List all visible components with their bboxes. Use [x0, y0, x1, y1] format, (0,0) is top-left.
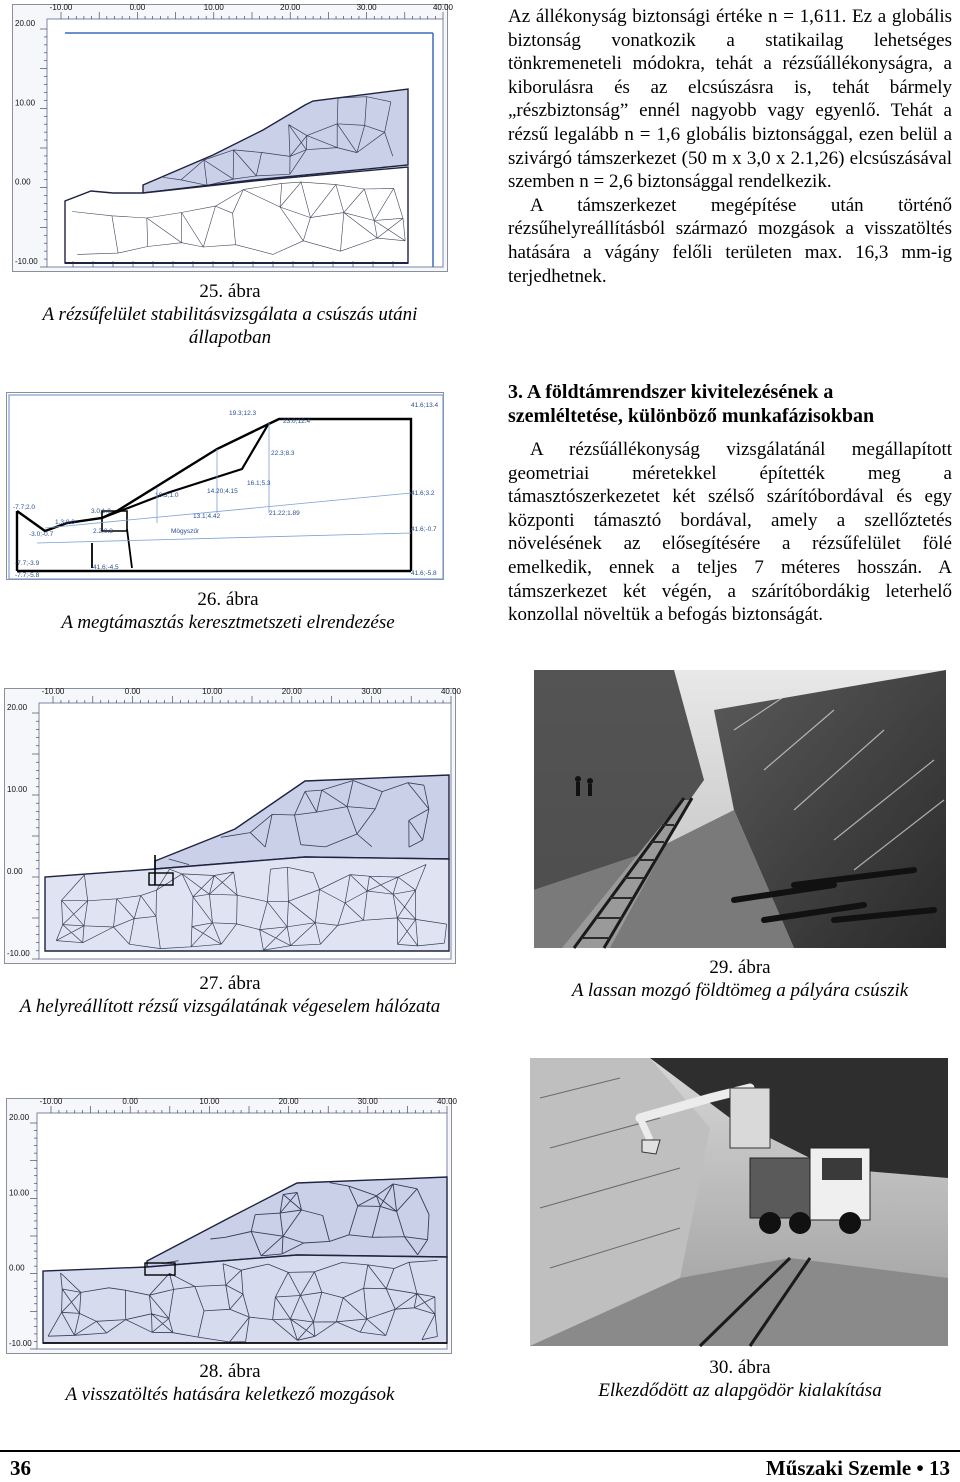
figure-28-caption	[0, 1360, 460, 1406]
figure-30-caption	[520, 1356, 960, 1402]
figure-26-title: A megtámasztás keresztmetszeti elrendezése	[61, 612, 395, 633]
section-heading: 3. A földtámrendszer kivitelezésének a szemléltetése, különböző munkafázisokban	[508, 381, 875, 427]
axis-tick-label: 0.00	[122, 1097, 138, 1106]
figure-26-number: 26. ábra	[197, 589, 259, 610]
dimension-label: -7.7;2.0	[13, 504, 36, 511]
support-cross-section	[9, 395, 443, 579]
axis-tick-label: 0.00	[9, 1263, 25, 1273]
page-number: 36	[10, 1456, 31, 1480]
dimension-label: 41.6;-0.7	[411, 526, 437, 533]
axis-tick-label: 20.00	[15, 19, 36, 28]
dimension-label: 19.3;12.3	[229, 410, 257, 417]
figure-27-caption	[0, 972, 460, 1018]
dimension-label: 23.0;12.4	[283, 418, 311, 425]
axis-tick-label: 30.00	[357, 1097, 378, 1106]
dimension-label: Mögyszűr	[171, 528, 200, 535]
axis-tick-label: 0.00	[15, 177, 31, 187]
axis-tick-label: 40.00	[436, 1097, 458, 1106]
axis-tick-label: -10.00	[41, 687, 65, 696]
paragraph-3: A rézsűállékonyság vizsgálatánál megállapított geometriai méretekkel építették meg a támasztószerkezetet két szélső szárítóbordával és egy központi támasztó bordával, amely a szellőztetés növelésének az elősegítésére a rézsűfelület fölé emelkedik, ennek a teljes 7 méteres hosszán. A támszerkezet két végén, a szárítóbordákig leterhelő konzollal növeltük a befogás biztonságát.	[508, 439, 952, 626]
axis-tick-label: 30.00	[361, 687, 382, 696]
paragraph-2: A támszerkezet megépítése után történő rézsűhelyreállításból származó mozgások a visszatöltés hatására a vágány felőli területen max. 16,3 mm-ig terjedhetnek.	[508, 194, 952, 287]
figure-27-number: 27. ábra	[199, 973, 261, 994]
dimension-label: 21.22;1.89	[269, 510, 300, 517]
body-text-section3	[508, 438, 952, 627]
axis-tick-label: 10.00	[9, 1188, 30, 1198]
dimension-label: 41.6;-5.8	[411, 570, 437, 577]
dimension-label: 2.2;0.8	[93, 528, 113, 535]
figure-25-caption	[0, 280, 460, 349]
figure-29-caption	[520, 956, 960, 1002]
dimension-label: 3.0;1.0	[91, 508, 111, 515]
axis-tick-label: -10.00	[49, 3, 73, 12]
axis-tick-label: 20.00	[280, 3, 301, 12]
axis-tick-label: 10.00	[202, 687, 223, 696]
dimension-label: 41.6;13.4	[411, 402, 439, 409]
axis-tick-label: 20.00	[281, 687, 302, 696]
dimension-label: 41.6;3.2	[411, 490, 435, 497]
dimension-label: -3.0;-0.7	[29, 531, 54, 538]
axis-tick-label: 20.00	[9, 1113, 30, 1122]
figure-25-number: 25. ábra	[199, 281, 261, 302]
fem-mesh-plot	[5, 687, 462, 965]
dimension-label: 14.20;4.15	[207, 488, 238, 495]
axis-tick-label: 10.00	[15, 98, 36, 108]
dimension-label: 10.3;1.0	[155, 492, 179, 499]
axis-tick-label: 40.00	[440, 687, 462, 696]
dimension-label: 41.6;-4.5	[93, 564, 119, 571]
figure-29-photo	[534, 670, 946, 948]
axis-tick-label: 0.00	[124, 687, 141, 696]
dimension-label: 16.1;5.3	[247, 480, 271, 487]
axis-tick-label: -10.00	[39, 1097, 63, 1106]
figure-30-number: 30. ábra	[709, 1357, 771, 1378]
dimension-label: 22.3;8.3	[271, 450, 295, 457]
fem-stability-plot	[13, 3, 454, 273]
axis-tick-label: 0.00	[7, 867, 23, 876]
figure-25-title: A rézsűfelület stabilitásvizsgálata a csúszás utáni állapotban	[42, 304, 418, 348]
excavation-photo	[530, 1058, 948, 1346]
figure-27-image	[4, 687, 462, 964]
axis-tick-label: 30.00	[356, 3, 377, 12]
figure-27-title: A helyreállított rézsű vizsgálatának végeselem hálózata	[19, 996, 441, 1017]
axis-tick-label: 20.00	[7, 703, 28, 712]
axis-tick-label: -10.00	[15, 257, 38, 266]
figure-26-image	[6, 392, 444, 580]
axis-tick-label: 10.00	[203, 3, 224, 12]
body-text-top	[508, 5, 952, 288]
dimension-label: 13.1;4.42	[193, 513, 221, 520]
dimension-label: 1.3;0.0	[55, 519, 75, 526]
axis-tick-label: 0.00	[129, 3, 146, 12]
figure-28-image	[6, 1097, 458, 1354]
figure-28-title: A visszatöltés hatására keletkező mozgások	[65, 1384, 395, 1405]
figure-28-number: 28. ábra	[199, 1361, 261, 1382]
mesh-region	[43, 1255, 447, 1343]
dimension-label: -7.7;-5.8	[15, 572, 40, 579]
dimension-label: -7.7;-3.9	[15, 560, 40, 567]
axis-tick-label: 20.00	[278, 1097, 299, 1106]
journal-name: Műszaki Szemle • 13	[765, 1456, 950, 1480]
cross-section-diagram	[7, 393, 445, 581]
axis-tick-label: 10.00	[199, 1097, 220, 1106]
axis-tick-label: 40.00	[432, 3, 454, 12]
figure-25-image	[12, 3, 454, 272]
figure-29-title: A lassan mozgó földtömeg a pályára csúszik	[571, 980, 909, 1001]
figure-26-caption	[0, 588, 456, 634]
paragraph-1: Az állékonyság biztonsági értéke n = 1,611. Ez a globális biztonság vonatkozik a statikailag lehetséges tönkremeneteli módokra, tehát a rézsűállékonyságra, a kiborulásra és az elcsúszásra is, tehát bármely „részbiztonság” ennél nagyobb vagy egyenlő. Tehát a rézsű legalább n = 1,6 globális biztonsággal, ezen belül a szivárgó támszerkezet (50 m x 3,0 x 2.1,26) elcsúszásával szemben n = 2,6 biztonsággal rendelkezik.	[508, 6, 952, 193]
railway-landslide-photo	[534, 670, 946, 948]
figure-29-number: 29. ábra	[709, 957, 771, 978]
figure-30-title: Elkezdődött az alapgödör kialakítása	[598, 1380, 882, 1401]
axis-tick-label: -10.00	[7, 949, 30, 958]
footer-rule	[0, 1450, 960, 1452]
fem-displacement-plot	[7, 1097, 458, 1355]
axis-tick-label: 10.00	[7, 785, 28, 794]
figure-30-photo	[530, 1058, 948, 1346]
axis-tick-label: -10.00	[9, 1339, 32, 1348]
